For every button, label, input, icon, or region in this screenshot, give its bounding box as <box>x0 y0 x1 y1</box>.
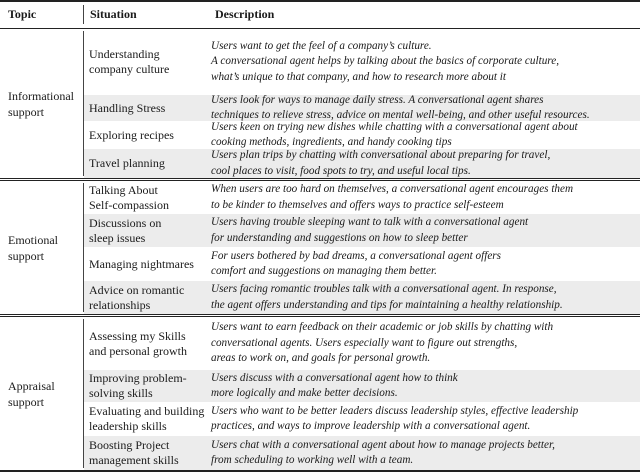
situation-cell <box>84 183 211 213</box>
situation-cell <box>84 283 211 313</box>
topic-label-line: Appraisal <box>8 378 55 393</box>
description-cell <box>211 182 640 213</box>
description-cell <box>211 404 640 435</box>
situation-line: Boosting Project <box>89 438 170 452</box>
description-line: more logically and make better decisions. <box>211 387 398 399</box>
header-topic: Topic <box>8 7 37 21</box>
description-line: Users discuss with a conversational agent how to think <box>211 371 458 384</box>
table-row <box>84 247 640 281</box>
description-line: Users plan trips by chatting with conversational about preparing for travel, <box>211 149 551 161</box>
description-line: Users want to earn feedback on their academic or job skills by chatting with <box>211 321 554 334</box>
table-row <box>84 436 640 470</box>
topic-label <box>8 232 82 264</box>
situation-line: Assessing my Skills <box>89 328 186 343</box>
table-row <box>84 214 640 247</box>
description-line: techniques to relieve stress, advice on mental well-being, and other useful resources. <box>211 109 590 121</box>
description-cell <box>211 249 640 280</box>
description-line: cool places to visit, food spots to try, and useful local tips. <box>211 164 471 177</box>
description-cell <box>211 120 640 151</box>
description-line: A conversational agent helps by talking about the basics of corporate culture, <box>211 55 560 68</box>
description-line: conversational agents. Users especially want to figure out strengths, <box>211 336 518 349</box>
description-line: comfort and suggestions on managing them better. <box>211 265 437 277</box>
situation-line: Exploring recipes <box>89 127 174 142</box>
description-line: For users bothered by bad dreams, a conversational agent offers <box>211 249 502 262</box>
description-cell <box>211 371 640 402</box>
header-description: Description <box>215 7 275 21</box>
situation-line: Handling Stress <box>89 100 166 115</box>
table-row <box>84 317 640 370</box>
situation-cell <box>84 216 211 246</box>
description-line: Users keen on trying new dishes while chatting with a conversational agent about <box>211 120 578 133</box>
description-line: Users chat with a conversational agent about how to manage projects better, <box>211 438 555 451</box>
header-situation: Situation <box>90 7 137 21</box>
situation-line: Travel planning <box>89 156 165 170</box>
topic-label <box>8 88 82 120</box>
description-line: areas to work on, and goals for personal growth. <box>211 352 431 365</box>
table-row <box>84 95 640 121</box>
description-line: Users look for ways to manage daily stress. A conversational agent shares <box>211 93 544 106</box>
situation-line: company culture <box>89 62 170 76</box>
description-line: to be kinder to themselves and offers ways to practice self-esteem <box>211 198 504 211</box>
topic-label-line: Emotional <box>8 232 58 247</box>
topic-label <box>8 378 82 410</box>
description-line: for understanding and suggestions on how to sleep better <box>211 231 468 244</box>
situation-line: leadership skills <box>89 419 167 433</box>
situation-line: Understanding <box>89 47 160 61</box>
situation-cell <box>84 101 211 116</box>
table-row <box>84 281 640 314</box>
description-cell <box>211 438 640 469</box>
situation-cell <box>84 329 211 359</box>
situation-line: Talking About <box>89 182 158 197</box>
situation-cell <box>84 257 211 272</box>
table-row <box>84 181 640 214</box>
topic-label-line: Informational <box>8 88 74 103</box>
description-cell <box>211 320 640 367</box>
situation-line: solving skills <box>89 386 153 400</box>
description-line: Users facing romantic troubles talk with a conversational agent. In response, <box>211 283 557 295</box>
situation-line: management skills <box>89 453 179 467</box>
description-cell <box>211 282 640 313</box>
group-rule <box>0 314 640 315</box>
situation-line: relationships <box>89 297 151 312</box>
description-line: cooking methods, ingredients, and handy cooking tips <box>211 136 452 148</box>
description-line: Users who want to be better leaders discuss leadership styles, effective leadership <box>211 404 579 417</box>
situation-cell <box>84 404 211 434</box>
description-line: Users having trouble sleeping want to talk with a conversational agent <box>211 216 529 228</box>
header-divider <box>83 5 84 24</box>
description-line: the agent offers understanding and tips for maintaining a healthy relationship. <box>211 298 563 311</box>
situation-line: Self-compassion <box>89 197 169 212</box>
bottom-rule <box>0 470 640 472</box>
topic-label-line: support <box>8 394 44 409</box>
table-row <box>84 121 640 149</box>
table-row <box>84 402 640 436</box>
description-cell <box>211 39 640 86</box>
situation-cell <box>84 156 211 171</box>
description-cell <box>211 148 640 179</box>
table-row <box>84 29 640 95</box>
situation-line: and personal growth <box>89 343 187 358</box>
description-line: When users are too hard on themselves, a conversational agent encourages them <box>211 183 574 195</box>
description-cell <box>211 215 640 246</box>
situation-line: Improving problem- <box>89 371 187 385</box>
description-line: Users want to get the feel of a company’s culture. <box>211 39 432 52</box>
situation-cell <box>84 128 211 143</box>
group-rule <box>0 178 640 179</box>
table-row <box>84 370 640 402</box>
description-line: practices, and ways to improve leadership with a conversational agent. <box>211 420 531 432</box>
situation-line: Evaluating and building <box>89 404 205 418</box>
table-row <box>84 149 640 178</box>
description-line: what’s unique to that company, and how to research more about it <box>211 70 507 83</box>
situation-line: Discussions on <box>89 215 162 230</box>
situation-cell <box>84 47 211 77</box>
topic-label-line: support <box>8 104 44 119</box>
situation-line: Advice on romantic <box>89 282 185 297</box>
situation-line: Managing nightmares <box>89 256 194 271</box>
situation-line: sleep issues <box>89 230 146 245</box>
description-line: from scheduling to working well with a team. <box>211 454 414 466</box>
situation-cell <box>84 438 211 468</box>
topic-label-line: support <box>8 248 44 263</box>
situation-cell <box>84 371 211 401</box>
